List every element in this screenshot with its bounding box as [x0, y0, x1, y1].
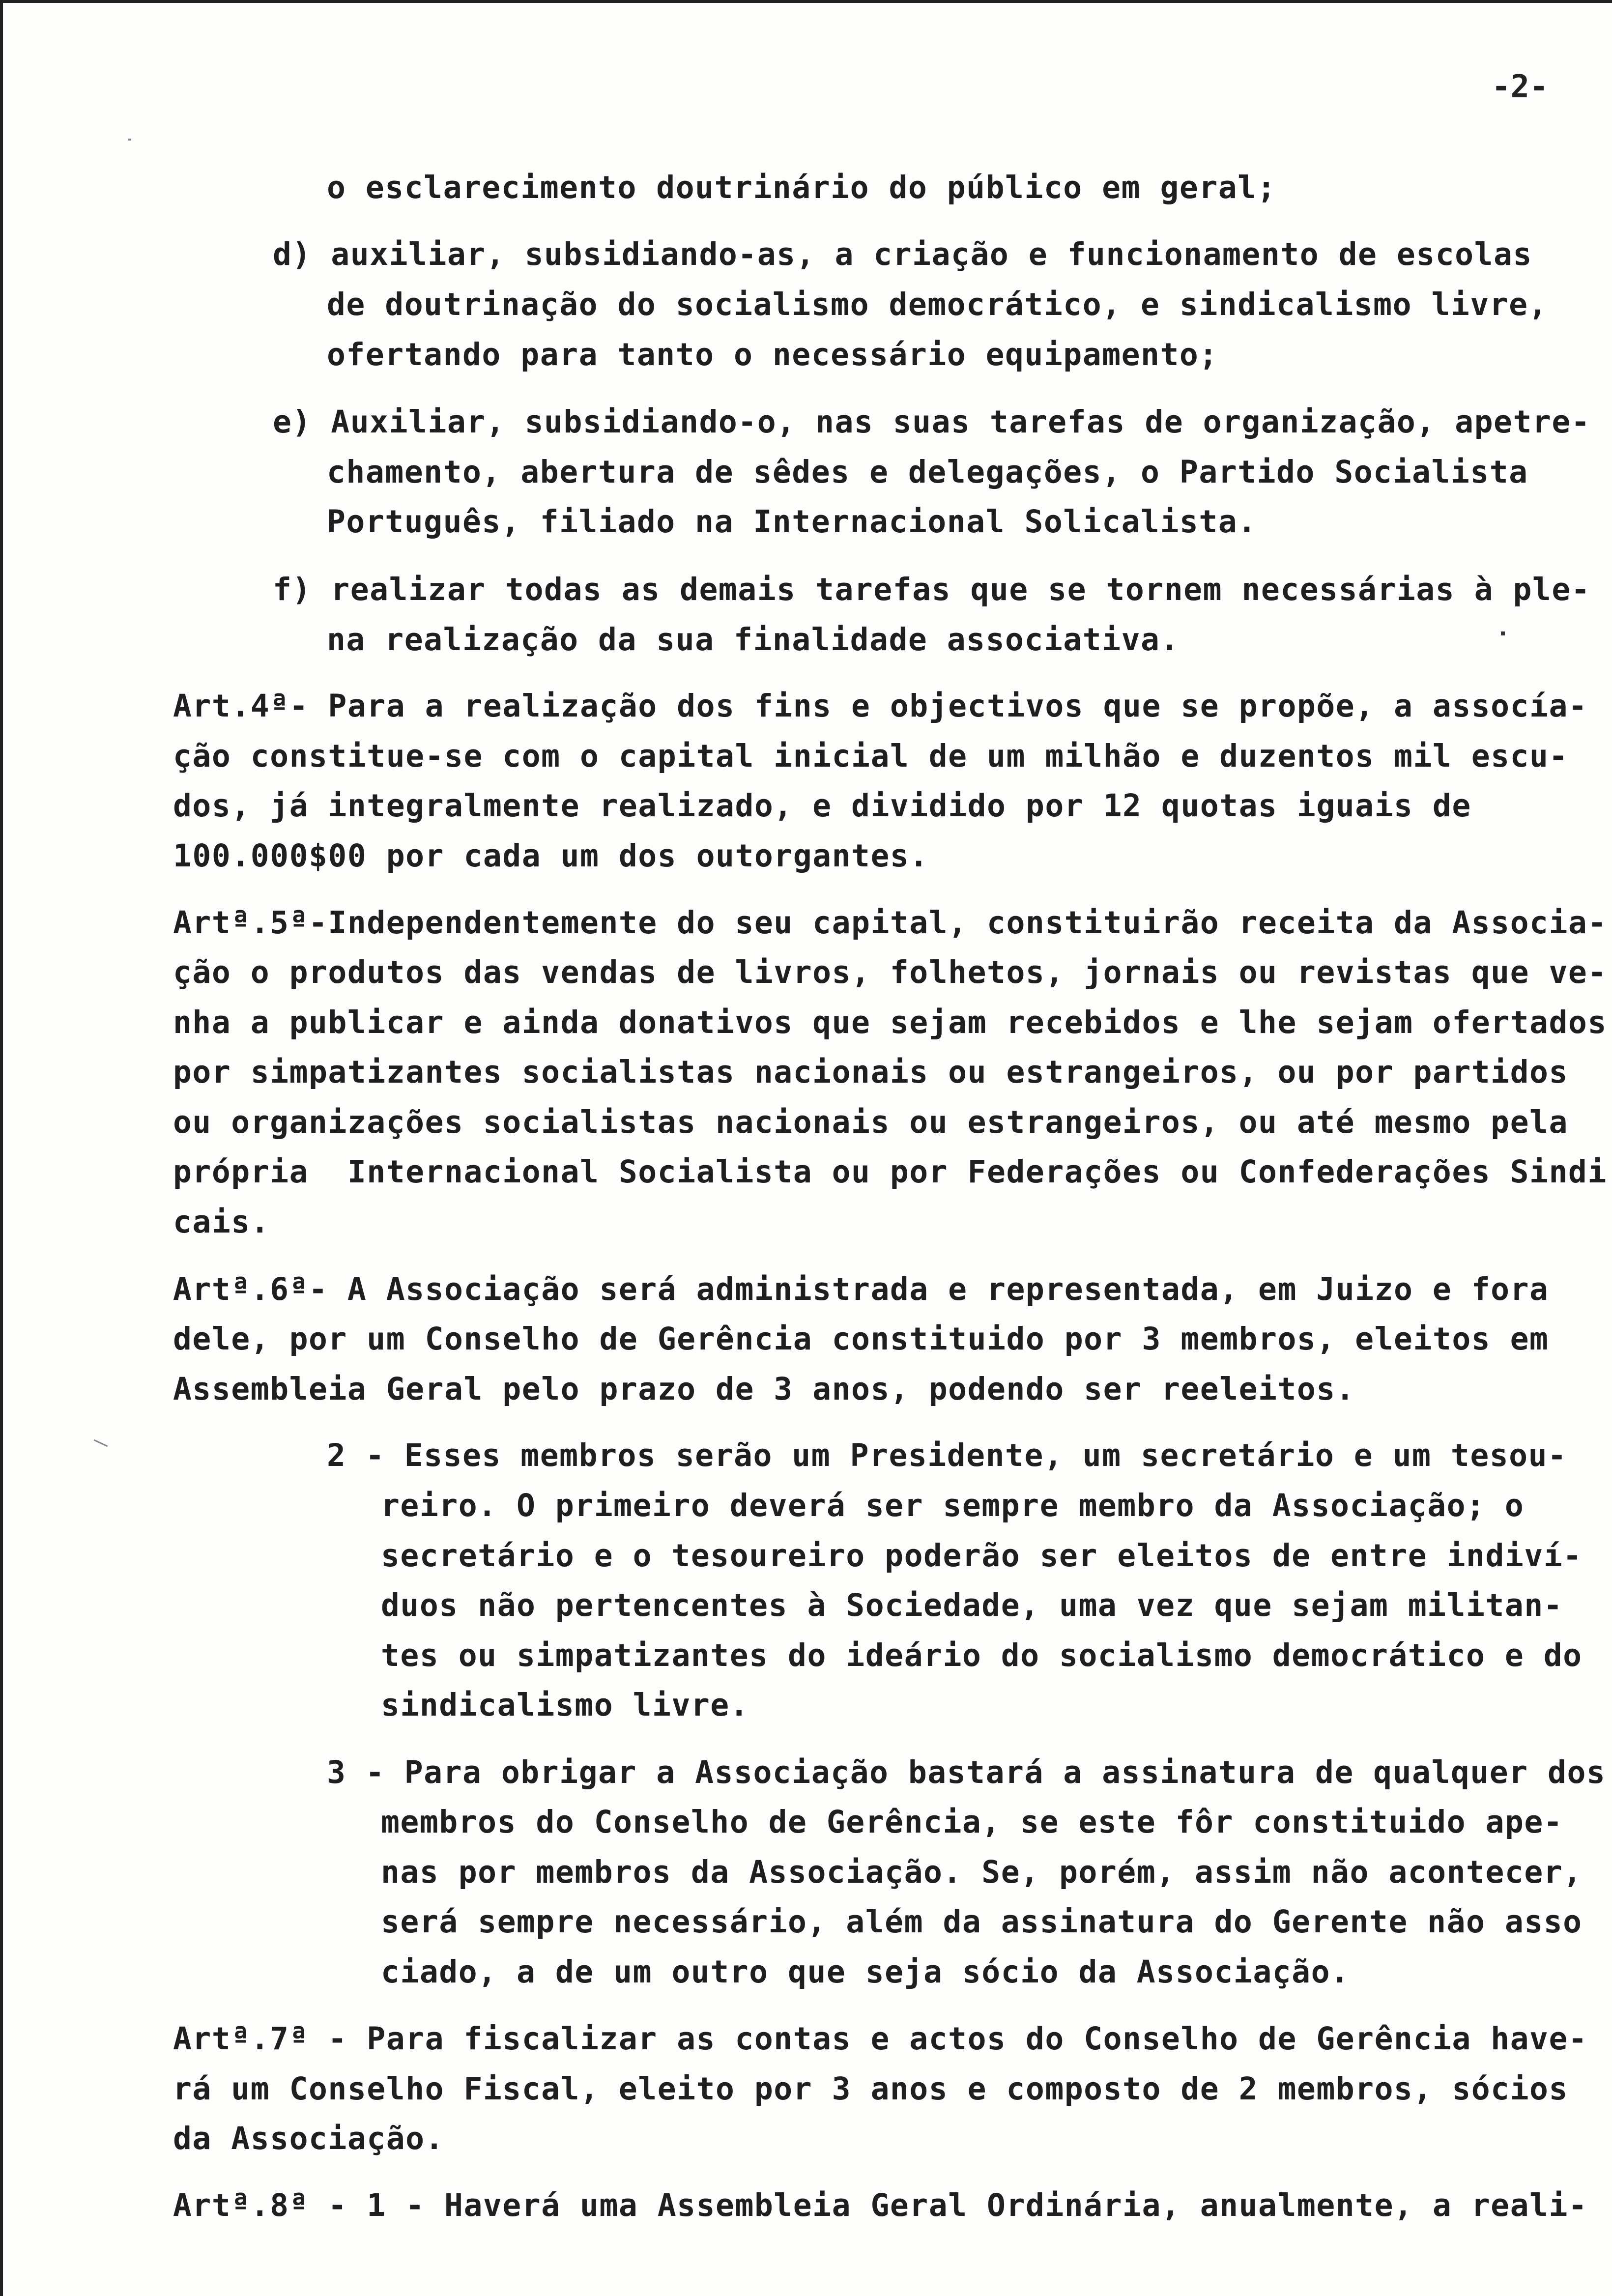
- text-line: secretário e o tesoureiro poderão ser eleitos de entre indiví-: [381, 1538, 1583, 1574]
- text-line: Artª.7ª - Para fiscalizar as contas e actos do Conselho de Gerência have-: [173, 2021, 1588, 2057]
- text-line: tes ou simpatizantes do ideário do socialismo democrático e do: [381, 1637, 1583, 1673]
- text-line: por simpatizantes socialistas nacionais ou estrangeiros, ou por partidos: [173, 1054, 1568, 1090]
- text-line: membros do Conselho de Gerência, se este fôr constituido ape-: [381, 1804, 1563, 1840]
- text-line: d) auxiliar, subsidiando-as, a criação e funcionamento de escolas: [273, 236, 1532, 272]
- text-line: ofertando para tanto o necessário equipamento;: [327, 337, 1218, 373]
- text-line: Artª.5ª-Independentemente do seu capital, constituirão receita da Associa-: [173, 905, 1607, 941]
- text-line: 100.000$00 por cada um dos outorgantes.: [173, 838, 929, 874]
- page-edge-left: [0, 0, 3, 2296]
- text-line: ciado, a de um outro que seja sócio da Associação.: [381, 1954, 1350, 1990]
- text-line: o esclarecimento doutrinário do público em geral;: [327, 170, 1277, 205]
- text-line: 2 - Esses membros serão um Presidente, um secretário e um tesou-: [327, 1437, 1567, 1473]
- text-line: nas por membros da Associação. Se, porém, assim não acontecer,: [381, 1854, 1583, 1890]
- text-line: própria Internacional Socialista ou por Federações ou Confederações Sindi: [173, 1154, 1607, 1190]
- text-line: dele, por um Conselho de Gerência constituido por 3 membros, eleitos em: [173, 1321, 1549, 1357]
- text-line: chamento, abertura de sêdes e delegações, o Partido Socialista: [327, 454, 1528, 490]
- text-line: Artª.8ª - 1 - Haverá uma Assembleia Geral Ordinária, anualmente, a reali-: [173, 2187, 1588, 2223]
- text-line: dos, já integralmente realizado, e dividido por 12 quotas iguais de: [173, 788, 1471, 824]
- scan-speck: [94, 1439, 108, 1447]
- scan-speck: [1501, 631, 1505, 635]
- text-line: duos não pertencentes à Sociedade, uma vez que sejam militan-: [381, 1587, 1563, 1623]
- text-line: será sempre necessário, além da assinatura do Gerente não asso: [381, 1904, 1583, 1940]
- text-line: ção constitue-se com o capital inicial de um milhão e duzentos mil escu-: [173, 738, 1568, 774]
- text-line: Assembleia Geral pelo prazo de 3 anos, podendo ser reeleitos.: [173, 1371, 1355, 1407]
- text-line: ou organizações socialistas nacionais ou estrangeiros, ou até mesmo pela: [173, 1104, 1568, 1140]
- text-line: f) realizar todas as demais tarefas que se tornem necessárias à ple-: [273, 572, 1591, 607]
- text-line: cais.: [173, 1204, 270, 1240]
- text-line: na realização da sua finalidade associativa.: [327, 622, 1180, 658]
- text-line: e) Auxiliar, subsidiando-o, nas suas tarefas de organização, apetre-: [273, 404, 1591, 440]
- text-line: Português, filiado na Internacional Solicalista.: [327, 504, 1257, 540]
- text-line: 3 - Para obrigar a Associação bastará a assinatura de qualquer dos: [327, 1754, 1606, 1790]
- text-line: sindicalismo livre.: [381, 1687, 749, 1723]
- text-line: rá um Conselho Fiscal, eleito por 3 anos e composto de 2 membros, sócios: [173, 2071, 1568, 2107]
- text-line: Art.4ª- Para a realização dos fins e objectivos que se propõe, a assocía-: [173, 688, 1588, 724]
- page-edge-top: [0, 0, 1612, 3]
- text-line: reiro. O primeiro deverá ser sempre membro da Associação; o: [381, 1488, 1525, 1523]
- scan-speck: [128, 139, 131, 141]
- text-line: nha a publicar e ainda donativos que sejam recebidos e lhe sejam ofertados: [173, 1004, 1607, 1040]
- text-line: ção o produtos das vendas de livros, folhetos, jornais ou revistas que ve-: [173, 954, 1607, 990]
- text-line: da Associação.: [173, 2121, 445, 2156]
- text-line: Artª.6ª- A Associação será administrada e representada, em Juizo e fora: [173, 1271, 1549, 1307]
- text-line: de doutrinação do socialismo democrático, e sindicalismo livre,: [327, 287, 1548, 322]
- page-number: -2-: [1492, 69, 1549, 105]
